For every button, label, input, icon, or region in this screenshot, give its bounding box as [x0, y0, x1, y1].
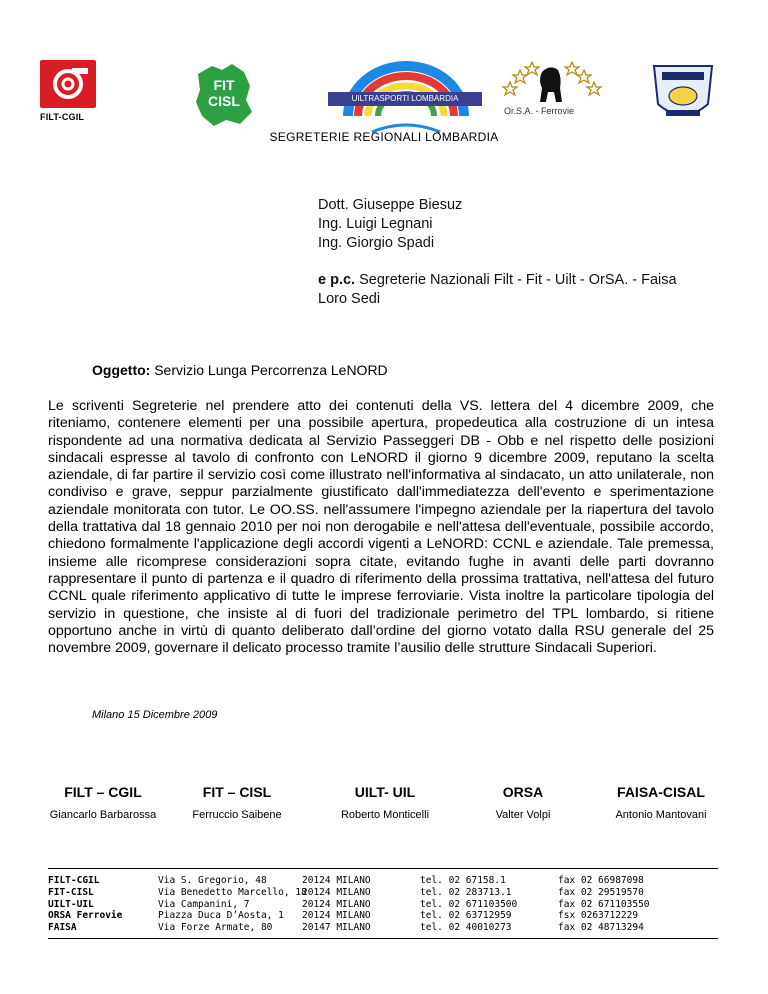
footer-tel: tel. 02 283713.1: [420, 886, 512, 898]
subject-line: [92, 362, 388, 378]
uiltrasporti-logo: [328, 56, 484, 136]
footer-org: ORSA Ferrovie: [48, 910, 123, 922]
recipients-block: [318, 196, 462, 253]
cc-line-2: Loro Sedi: [318, 291, 381, 307]
recipient-line: Ing. Giorgio Spadi: [318, 235, 435, 251]
signature-person: Ferruccio Saibene: [192, 809, 282, 821]
footer-address: Via Benedetto Marcello, 18: [158, 886, 307, 898]
subject-label: Oggetto:: [92, 362, 151, 378]
signature-person: Giancarlo Barbarossa: [49, 809, 157, 821]
footer-fax: fax 02 66987098: [558, 875, 644, 886]
footer-city: 20124 MILANO: [302, 875, 371, 886]
footer-address: Via Forze Armate, 80: [158, 922, 273, 934]
footer-row: [48, 887, 718, 899]
signature-block: [162, 784, 312, 821]
filt-cgil-logo: [40, 60, 100, 130]
orsa-logo: [500, 58, 610, 120]
cc-block: [318, 271, 677, 309]
signature-org: FIT – CISL: [202, 784, 272, 800]
logo-row: [0, 0, 768, 130]
orsa-bear-stars-icon: [500, 58, 610, 106]
signature-block: [28, 784, 178, 821]
footer-org: FIT-CISL: [48, 886, 94, 898]
signature-person: Valter Volpi: [495, 809, 551, 821]
regional-secretariats-heading: SEGRETERIE REGIONALI LOMBARDIA: [269, 130, 499, 144]
footer-city: 20124 MILANO: [302, 898, 371, 910]
faisa-shield-icon: [648, 58, 718, 128]
fit-cisl-logo: [188, 60, 260, 132]
cc-line: [318, 271, 677, 290]
svg-text:FIT: FIT: [213, 77, 235, 93]
footer-address: Via Campanini, 7: [158, 898, 250, 910]
footer-city: 20147 MILANO: [302, 922, 371, 934]
footer-address: Piazza Duca D’Aosta, 1: [158, 910, 284, 922]
signature-person: Roberto Monticelli: [340, 809, 430, 821]
cc-prefix: e p.c.: [318, 272, 356, 288]
footer-row: [48, 922, 718, 934]
footer-tel: tel. 02 671103500: [420, 898, 518, 910]
signature-org: FAISA-CISAL: [617, 784, 705, 800]
signature-org: FILT – CGIL: [64, 784, 142, 800]
footer-tel: tel. 02 63712959: [420, 910, 512, 922]
footer-tel: tel. 02 40010273: [420, 922, 512, 934]
uiltrasporti-logo-label: UILTRASPORTI LOMBARDIA: [328, 92, 482, 106]
recipient-line: Dott. Giuseppe Biesuz: [318, 197, 463, 213]
filt-cgil-emblem-icon: [40, 60, 96, 108]
footer-city: 20124 MILANO: [302, 910, 371, 922]
footer-fax: fsx 0263712229: [558, 910, 639, 922]
footer-tel: tel. 02 67158.1: [420, 875, 506, 886]
faisa-logo: [648, 58, 718, 128]
footer-row: [48, 899, 718, 911]
letter-date: Milano 15 Dicembre 2009: [92, 709, 218, 721]
signature-block: [586, 784, 736, 821]
footer-org: UILT-UIL: [48, 898, 94, 910]
svg-text:CISL: CISL: [208, 93, 240, 109]
footer-fax: fax 02 671103550: [558, 898, 650, 910]
footer-org: FAISA: [48, 922, 77, 934]
footer-contacts: [48, 868, 718, 939]
footer-org: FILT-CGIL: [48, 875, 100, 886]
subject-text: Servizio Lunga Percorrenza LeNORD: [154, 362, 388, 378]
signature-org: ORSA: [502, 784, 544, 800]
footer-row: [48, 875, 718, 887]
recipient-line: Ing. Luigi Legnani: [318, 216, 433, 232]
orsa-logo-label: Or.S.A. - Ferrovie: [504, 106, 575, 116]
footer-fax: fax 02 48713294: [558, 922, 644, 934]
filt-cgil-logo-label: FILT-CGIL: [40, 112, 85, 122]
signatures-row: [28, 784, 740, 824]
fit-cisl-map-icon: [188, 60, 260, 132]
signature-person: Antonio Mantovani: [615, 809, 707, 821]
signature-org: UILT- UIL: [354, 784, 416, 800]
cc-text: Segreterie Nazionali Filt - Fit - Uilt - OrSA. - Faisa: [359, 272, 677, 288]
footer-city: 20124 MILANO: [302, 886, 371, 898]
footer-address: Via S. Gregorio, 48: [158, 875, 267, 886]
signature-block: [448, 784, 598, 821]
letter-body: Le scriventi Segreterie nel prendere atto dei contenuti della VS. lettera del 4 dicembre 2009, che riteniamo, contenere elementi per una possibile apertura, propedeutica alla costruzione di un intesa rispondente ad una normativa dedicata al Servizio Passeggeri DB - Obb e nel rispetto delle posizioni sindacali espresse al tavolo di confronto con LeNORD il giorno 9 dicembre 2009, reputano la scelta aziendale, di far partire il servizio così come illustrato nell'informativa al sindacato, un atto unilaterale, non condiviso e grave, seppur parzialmente giustificato dall'immediatezza dell'evento e sperimentazione aziendale monitorata con tutor. Le OO.SS. nell'assumere l'impegno aziendale per la riapertura del tavolo della trattativa dal 18 gennaio 2010 per noi non derogabile e nell'attesa dell'eventuale, possibile accordo, chiedono formalmente l'applicazione degli accordi vigenti a LeNORD: CCNL e aziendale. Tale premessa, insieme alle ricomprese considerazioni sopra citate, evitando fughe in avanti delle parti dovranno rappresentare il punto di partenza e il quadro di riferimento della prossima trattativa, nell'attesa del futuro CCNL quale riferimento applicativo di tutte le imprese ferroviarie. Vista inoltre la particolare tipologia del servizio in questione, che insiste al di fuori del tradizionale perimetro del TPL lombardo, si ritiene opportuno anche in virtù di quanto deliberato dall’ordine del giorno votato dalla RSU generale del 25 novembre 2009, governare il delicato processo tramite l’ausilio delle strutture Sindacali Superiori.: [48, 398, 714, 657]
footer-fax: fax 02 29519570: [558, 886, 644, 898]
footer-row: [48, 910, 718, 922]
signature-block: [310, 784, 460, 821]
